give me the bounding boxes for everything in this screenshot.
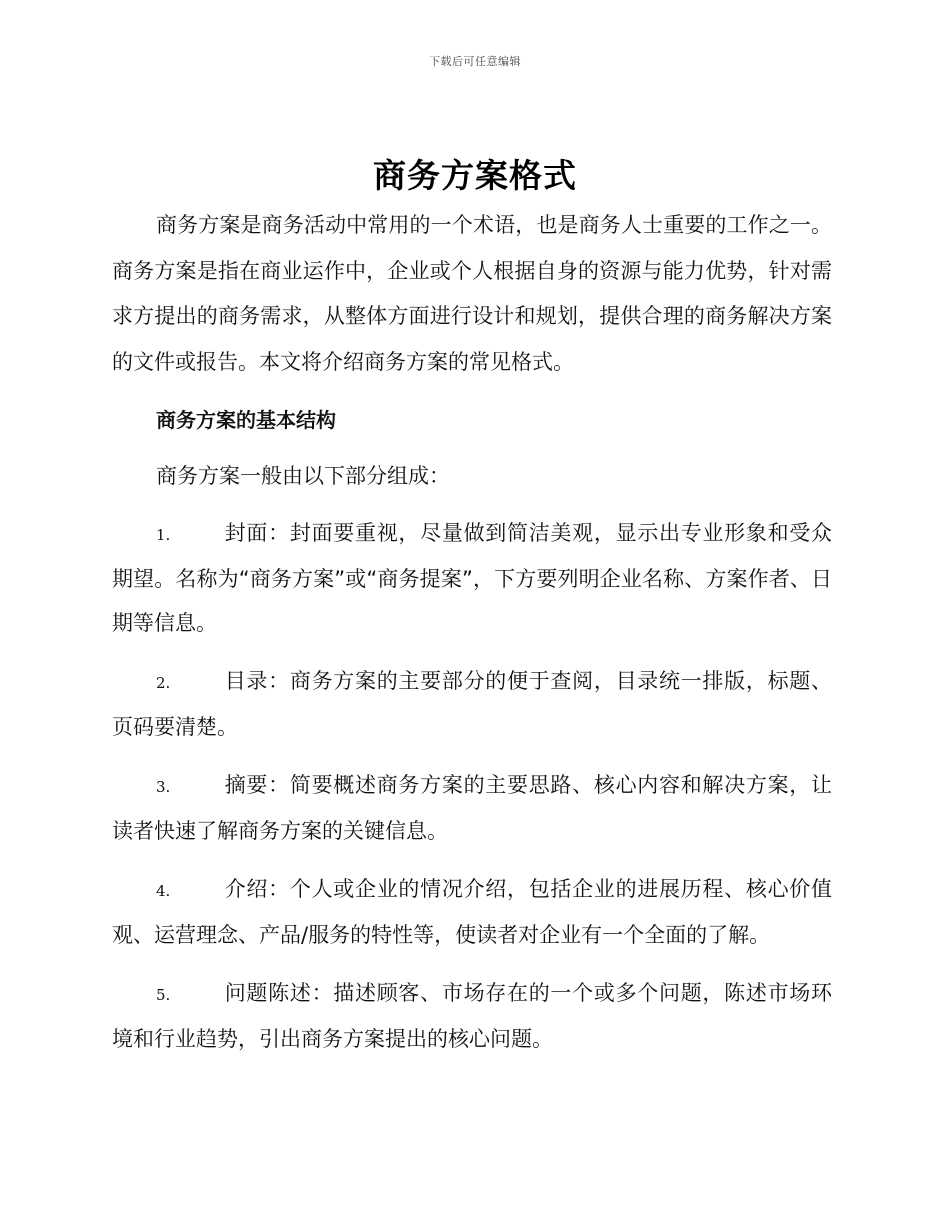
- intro-paragraph: 商务方案是商务活动中常用的一个术语，也是商务人士重要的工作之一。商务方案是指在商业运作中，企业或个人根据自身的资源与能力优势，针对需求方提出的商务需求，从整体方面进行设计和规划，提供合理的商务解决方案的文件或报告。本文将介绍商务方案的常见格式。: [112, 213, 832, 374]
- document-body: [112, 203, 832, 1061]
- list-item: [112, 867, 832, 957]
- list-item-text: 目录：商务方案的主要部分的便于查阅，目录统一排版，标题、页码要清楚。: [112, 669, 832, 739]
- structure-list: [112, 511, 832, 1061]
- list-item: [112, 511, 832, 645]
- page-header: 下载后可任意编辑: [429, 55, 521, 68]
- list-item-text: 介绍：个人或企业的情况介绍，包括企业的进展历程、核心价值观、运营理念、产品/服务的特性等，使读者对企业有一个全面的了解。: [112, 877, 832, 947]
- list-item-number: 3.: [156, 778, 171, 796]
- list-item-text: 封面：封面要重视，尽量做到简洁美观，显示出专业形象和受众期望。名称为“商务方案”或“商务提案”，下方要列明企业名称、方案作者、日期等信息。: [112, 521, 832, 635]
- list-item-number: 2.: [156, 674, 171, 692]
- section-intro: 商务方案一般由以下部分组成：: [156, 464, 450, 488]
- list-item-number: 4.: [156, 882, 171, 900]
- list-item-number: 5.: [156, 986, 171, 1004]
- list-item-text: 问题陈述：描述顾客、市场存在的一个或多个问题，陈述市场环境和行业趋势，引出商务方案提出的核心问题。: [112, 981, 832, 1051]
- list-item: [112, 763, 832, 853]
- document-title: 商务方案格式: [373, 156, 577, 195]
- list-item: [112, 971, 832, 1061]
- list-item-number: 1.: [156, 526, 171, 544]
- list-item-text: 摘要：简要概述商务方案的主要思路、核心内容和解决方案，让读者快速了解商务方案的关键信息。: [112, 773, 832, 843]
- list-item: [112, 659, 832, 749]
- section-heading: 商务方案的基本结构: [156, 408, 336, 432]
